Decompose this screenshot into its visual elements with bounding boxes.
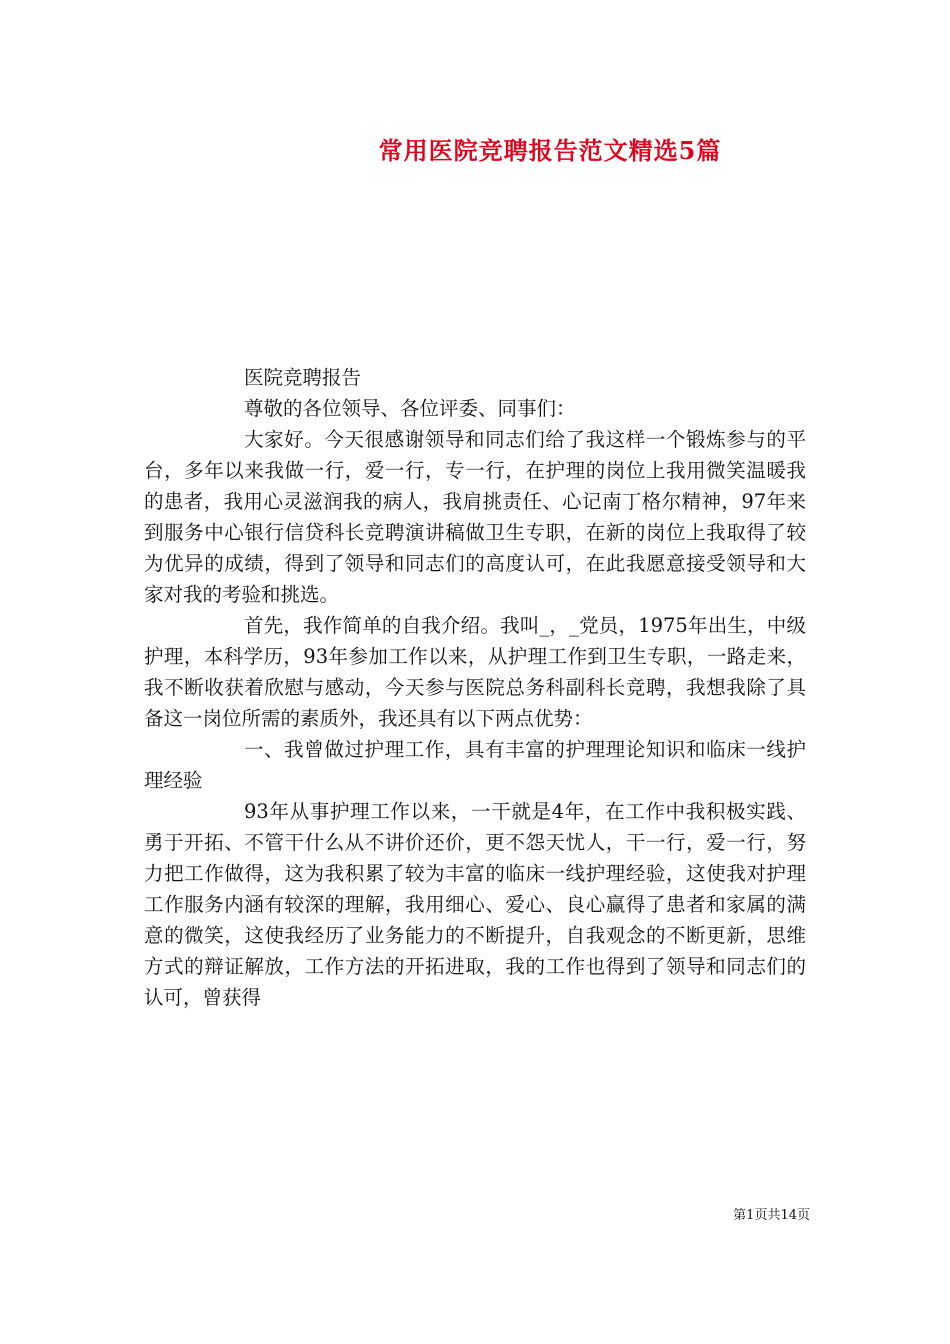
paragraph-section-one: 一、我曾做过护理工作，具有丰富的护理理论知识和临床一线护理经验 bbox=[144, 738, 806, 792]
paragraph-greeting: 大家好。今天很感谢领导和同志们给了我这样一个锻炼参与的平台，多年以来我做一行，爱一行，专一行，在护理的岗位上我用微笑温暖我的患者，我用心灵滋润我的病人，我肩挑责任、心记南丁格尔精神，97年来到服务中心银行信贷科长竞聘演讲稿做卫生专职，在新的岗位上我取得了较为优异的成绩，得到了领导和同志们的高度认可，在此我愿意接受领导和大家对我的考验和挑选。 bbox=[144, 428, 806, 606]
page-number: 第1页共14页 bbox=[733, 1208, 810, 1223]
paragraph-experience: 93年从事护理工作以来，一干就是4年，在工作中我积极实践、勇于开拓、不管干什么从不讲价还价，更不怨天忧人，干一行，爱一行，努力把工作做得，这为我积累了较为丰富的临床一线护理经验，这使我对护理工作服务内涵有较深的理解，我用细心、爱心、良心赢得了患者和家属的满意的微笑，这使我经历了业务能力的不断提升，自我观念的不断更新，思维方式的辩证解放，工作方法的开拓进取，我的工作也得到了领导和同志们的认可，曾获得 bbox=[144, 800, 806, 1009]
paragraph-introduction: 首先，我作简单的自我介绍。我叫_，_党员，1975年出生，中级护理，本科学历，93年参加工作以来，从护理工作到卫生专职，一路走来，我不断收获着欣慰与感动，今天参与医院总务科副科长竞聘，我想我除了具备这一岗位所需的素质外，我还具有以下两点优势： bbox=[144, 614, 806, 730]
document-title: 常用医院竞聘报告范文精选5篇 bbox=[378, 136, 722, 165]
document-body bbox=[144, 362, 806, 1013]
paragraph-heading: 医院竞聘报告 bbox=[244, 366, 362, 389]
paragraph-salutation: 尊敬的各位领导、各位评委、同事们： bbox=[244, 397, 576, 420]
